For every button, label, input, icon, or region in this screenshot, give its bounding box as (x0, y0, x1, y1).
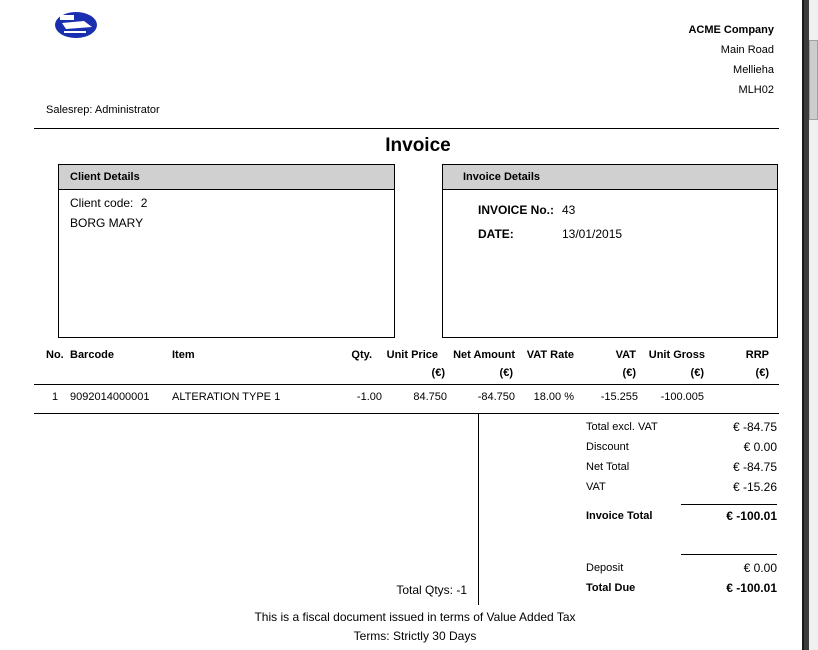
client-details-header: Client Details (59, 165, 394, 190)
net-total-label: Net Total (586, 461, 630, 473)
invoice-date-label: DATE: (478, 227, 514, 241)
total-excl-vat-label: Total excl. VAT (586, 421, 658, 433)
footer-terms: Terms: Strictly 30 Days (353, 629, 477, 643)
invoice-total-value: € -100.01 (726, 509, 777, 523)
total-due-value: € -100.01 (726, 581, 777, 595)
currency-rrp: (€) (755, 367, 769, 379)
discount-value: € 0.00 (743, 440, 777, 454)
discount-label: Discount (586, 441, 629, 453)
scrollbar-thumb[interactable] (809, 40, 818, 120)
invoice-total-rule (681, 504, 777, 505)
col-header-item: Item (172, 349, 195, 361)
row-vat-rate: 18.00 % (533, 391, 574, 403)
row-item: ALTERATION TYPE 1 (172, 391, 281, 403)
deposit-value: € 0.00 (743, 561, 777, 575)
totals-divider (478, 413, 479, 605)
row-vat: -15.255 (600, 391, 638, 403)
salesrep-label: Salesrep: Administrator (46, 104, 160, 116)
col-header-net-amount: Net Amount (453, 349, 515, 361)
header-divider (34, 128, 779, 129)
currency-net-amount: (€) (499, 367, 513, 379)
invoice-number-value: 43 (562, 203, 576, 217)
row-no: 1 (52, 391, 59, 403)
client-code-value: 2 (140, 196, 148, 210)
client-code-row (70, 196, 147, 210)
company-address-line2: Mellieha (733, 64, 774, 76)
vat-total-value: € -15.26 (732, 480, 777, 494)
client-name: BORG MARY (70, 216, 144, 230)
company-logo (54, 9, 98, 39)
col-header-rrp: RRP (745, 349, 769, 361)
client-details-box (58, 164, 395, 338)
footer-fiscal-note: This is a fiscal document issued in terms of Value Added Tax (254, 610, 576, 624)
col-header-barcode: Barcode (70, 349, 115, 361)
deposit-rule (681, 554, 777, 555)
currency-unit-gross: (€) (690, 367, 704, 379)
company-address-line1: Main Road (720, 44, 774, 56)
viewer-scrollbar[interactable] (802, 0, 818, 650)
vat-total-label: VAT (586, 481, 606, 493)
row-unit-price: 84.750 (413, 391, 447, 403)
currency-vat: (€) (622, 367, 636, 379)
col-header-vat: VAT (615, 349, 636, 361)
currency-unit-price: (€) (431, 367, 445, 379)
row-unit-gross: -100.005 (660, 391, 704, 403)
row-qty: -1.00 (356, 391, 382, 403)
deposit-label: Deposit (586, 562, 624, 574)
col-header-vat-rate: VAT Rate (526, 349, 574, 361)
company-address-line3: MLH02 (738, 84, 774, 96)
company-name: ACME Company (688, 24, 774, 36)
invoice-date-value: 13/01/2015 (562, 227, 623, 241)
col-header-unit-gross: Unit Gross (648, 349, 705, 361)
invoice-details-header: Invoice Details (443, 165, 777, 190)
total-excl-vat-value: € -84.75 (732, 420, 777, 434)
net-total-value: € -84.75 (732, 460, 777, 474)
invoice-total-label: Invoice Total (586, 510, 653, 522)
total-due-label: Total Due (586, 582, 636, 594)
col-header-qty: Qty. (351, 349, 372, 361)
client-code-label: Client code: (70, 196, 134, 210)
total-qtys: Total Qtys: -1 (396, 583, 467, 597)
col-header-unit-price: Unit Price (386, 349, 438, 361)
table-header-divider (34, 384, 779, 385)
col-header-no: No. (46, 349, 64, 361)
row-net-amount: -84.750 (477, 391, 515, 403)
document-title: Invoice (385, 135, 451, 156)
invoice-number-label: INVOICE No.: (478, 203, 555, 217)
row-barcode: 9092014000001 (70, 391, 150, 403)
invoice-details-box (442, 164, 778, 338)
table-body-divider (34, 413, 779, 414)
